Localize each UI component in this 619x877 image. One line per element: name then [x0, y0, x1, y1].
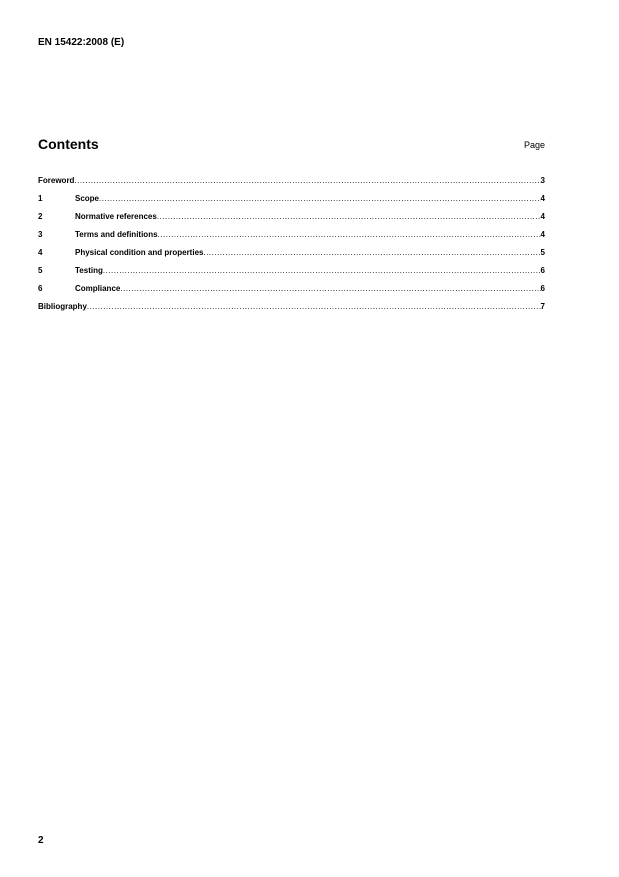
toc-entry-number: 2: [38, 212, 43, 221]
toc-entry-label: Foreword: [38, 176, 75, 185]
toc-entry-label: Scope: [75, 194, 100, 203]
toc-leader-dots: [120, 283, 540, 295]
toc-entry-number: 3: [38, 230, 43, 239]
toc-entry-physical-condition[interactable]: [38, 247, 545, 265]
toc-entry-page: 4: [540, 194, 545, 203]
toc-entry-label: Physical condition and properties: [75, 248, 204, 257]
toc-entry-label: Testing: [75, 266, 103, 275]
toc-entry-number: 1: [38, 194, 43, 203]
toc-entry-page: 7: [540, 302, 545, 311]
toc-entry-number: 6: [38, 284, 43, 293]
toc-entry-normative-references[interactable]: [38, 211, 545, 229]
contents-title: Contents: [38, 136, 99, 152]
toc-entry-testing[interactable]: [38, 265, 545, 283]
toc-entry-number: 4: [38, 248, 43, 257]
toc-leader-dots: [103, 265, 541, 277]
toc-entry-number: 5: [38, 266, 43, 275]
toc-entry-page: 4: [540, 230, 545, 239]
toc-entry-bibliography[interactable]: [38, 301, 545, 319]
toc-entry-label: Normative references: [75, 212, 157, 221]
toc-leader-dots: [99, 193, 541, 205]
toc-entry-compliance[interactable]: [38, 283, 545, 301]
toc-entry-label: Terms and definitions: [75, 230, 158, 239]
toc-entry-page: 5: [540, 248, 545, 257]
toc-leader-dots: [87, 301, 541, 313]
toc-entry-page: 4: [540, 212, 545, 221]
toc-leader-dots: [157, 211, 541, 223]
toc-entry-page: 6: [540, 266, 545, 275]
toc-entry-label: Bibliography: [38, 302, 87, 311]
toc-entry-scope[interactable]: [38, 193, 545, 211]
toc-leader-dots: [74, 175, 540, 187]
document-id: EN 15422:2008 (E): [38, 37, 125, 48]
toc-entry-foreword[interactable]: [38, 175, 545, 193]
page-number: 2: [38, 835, 44, 846]
page-column-label: Page: [523, 140, 545, 150]
toc-entry-page: 3: [540, 176, 545, 185]
table-of-contents: [38, 175, 545, 319]
toc-entry-label: Compliance: [75, 284, 121, 293]
toc-leader-dots: [158, 229, 541, 241]
toc-entry-terms-and-definitions[interactable]: [38, 229, 545, 247]
toc-entry-page: 6: [540, 284, 545, 293]
toc-leader-dots: [203, 247, 540, 259]
